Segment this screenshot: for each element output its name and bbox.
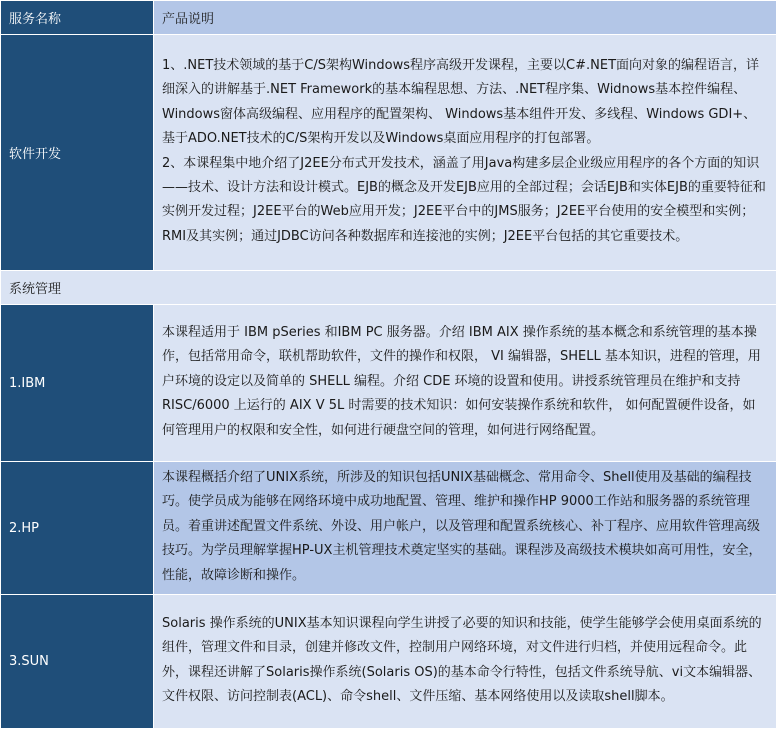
header-service-name: 服务名称	[1, 1, 154, 35]
description-paragraph: 本课程概括介绍了UNIX系统，所涉及的知识包括UNIX基础概念、常用命令、Shell使用及基础的编程技巧。使学员成为能够在网络环境中成功地配置、管理、维护和操作HP 9000工作站和服务器的系统管理员。着重讲述配置文件系统、外设、用户帐户，以及管理和配置系统核心、补丁程序、应用软件管理高级技巧。为学员理解掌握HP-UX主机管理技术奠定坚实的基础。课程涉及高级技术模块如高可用性，安全，性能，故障诊断和操作。	[162, 469, 762, 583]
description-paragraph: Solaris 操作系统的UNIX基本知识课程向学生讲授了必要的知识和技能，使学生能够学会使用桌面系统的组件，管理文件和目录，创建并修改文件，控制用户网络环境，对文件进行归档，并使用远程命令。此外，课程还讲解了Solaris操作系统(Solaris OS)的基本命令行特性，包括文件系统导航、vi文本编辑器、文件权限、访问控制表(ACL)、命令shell、文件压缩、基本网络使用以及读取shell脚本。	[162, 615, 762, 704]
row-description	[154, 462, 776, 595]
table-row-ibm	[1, 305, 776, 462]
section-label: 系统管理	[1, 271, 776, 305]
row-description	[154, 35, 776, 271]
description-paragraph: 2、本课程集中地介绍了J2EE分布式开发技术，涵盖了用Java构建多层企业级应用程序的各个方面的知识——技术、设计方法和设计模式。EJB的概念及开发EJB应用的全部过程；会话EJB和实体EJB的重要特征和实例开发过程；J2EE平台的Web应用开发；J2EE平台中的JMS服务；J2EE平台使用的安全模型和实例；RMI及其实例；通过JDBC访问各种数据库和连接池的实例；J2EE平台包括的其它重要技术。	[162, 155, 766, 244]
table-row-hp	[1, 462, 776, 595]
description-paragraph: 1、.NET技术领域的基于C/S架构Windows程序高级开发课程，主要以C#.NET面向对象的编程语言，详细深入的讲解基于.NET Framework的基本编程思想、方法、.NET程序集、Widnows基本控件编程、Windows窗体高级编程、应用程序的配置架构、 Windows基本组件开发、多线程、Windows GDI+、基于ADO.NET技术的C/S架构开发以及Windows桌面应用程序的打包部署。	[162, 57, 760, 147]
table-row-sun	[1, 595, 776, 729]
header-row	[1, 1, 776, 35]
row-description	[154, 305, 776, 462]
description-paragraph: 本课程适用于 IBM pSeries 和IBM PC 服务器。介绍 IBM AIX 操作系统的基本概念和系统管理的基本操作，包括常用命令，联机帮助软件，文件的操作和权限， VI 编辑器，SHELL 基本知识，进程的管理，用户环境的设定以及简单的 SHELL 编程。介绍 CDE 环境的设置和使用。讲授系统管理员在维护和支持 RISC/6000 上运行的 AIX V 5L 时需要的技术知识：如何安装操作系统和软件， 如何配置硬件设备，如何管理用户的权限和安全性，如何进行硬盘空间的管理，如何进行网络配置。	[162, 324, 761, 438]
section-row-sysadmin	[1, 271, 776, 305]
header-product-desc: 产品说明	[154, 1, 776, 35]
table-row-software	[1, 35, 776, 271]
row-name: 3.SUN	[1, 595, 154, 729]
row-description	[154, 595, 776, 729]
row-name: 2.HP	[1, 462, 154, 595]
row-name: 软件开发	[1, 35, 154, 271]
row-name: 1.IBM	[1, 305, 154, 462]
